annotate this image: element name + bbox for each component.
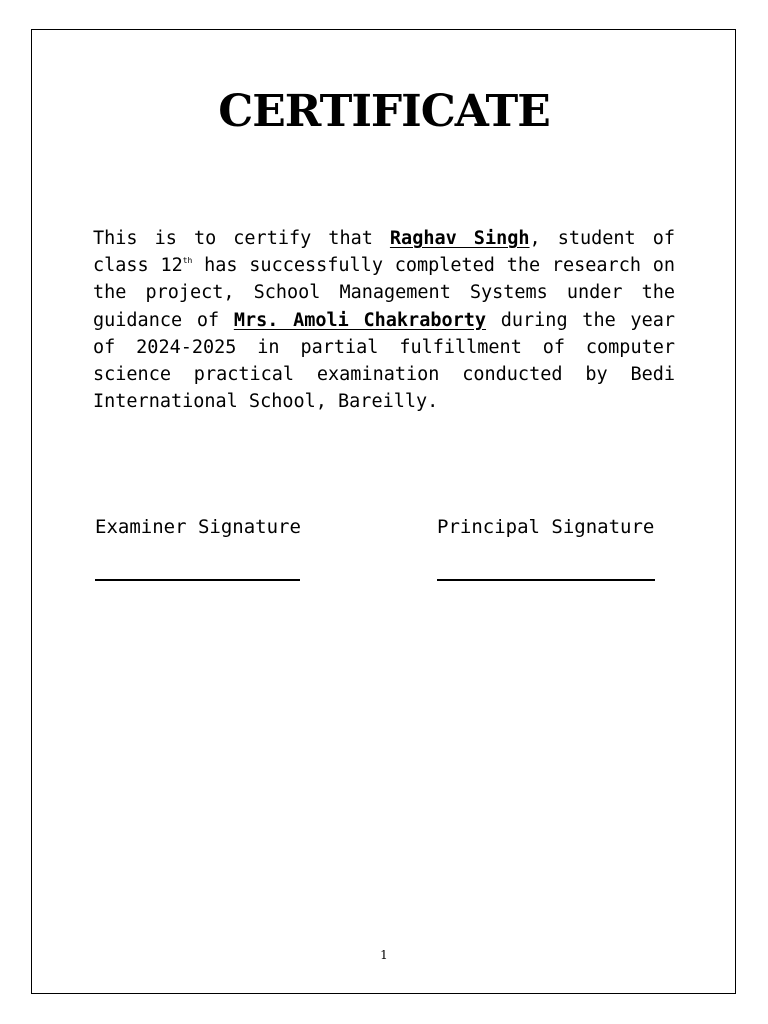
certificate-body [93, 225, 675, 415]
body-after-grade: has successfully completed the research on the project, School Management Systems under the guidance of [93, 255, 676, 331]
examiner-signature-label: Examiner Signature [95, 516, 301, 538]
examiner-signature-line [95, 579, 300, 581]
student-name: Raghav Singh [389, 228, 530, 249]
page-number: 1 [380, 948, 388, 962]
guide-name: Mrs. Amoli Chakraborty [233, 309, 487, 331]
page-border [31, 29, 736, 994]
principal-signature-line [437, 579, 655, 581]
principal-signature-label: Principal Signature [437, 516, 655, 538]
body-after-name: , student of class 12 [93, 228, 675, 277]
certificate-title: CERTIFICATE [218, 86, 550, 137]
body-closing: during the year of 2024-2025 in partial fulfillment of computer science practical examination conducted by Bedi International School, Bareilly. [93, 309, 675, 413]
body-intro: This is to certify that [93, 228, 390, 249]
grade-suffix: th [182, 256, 193, 266]
